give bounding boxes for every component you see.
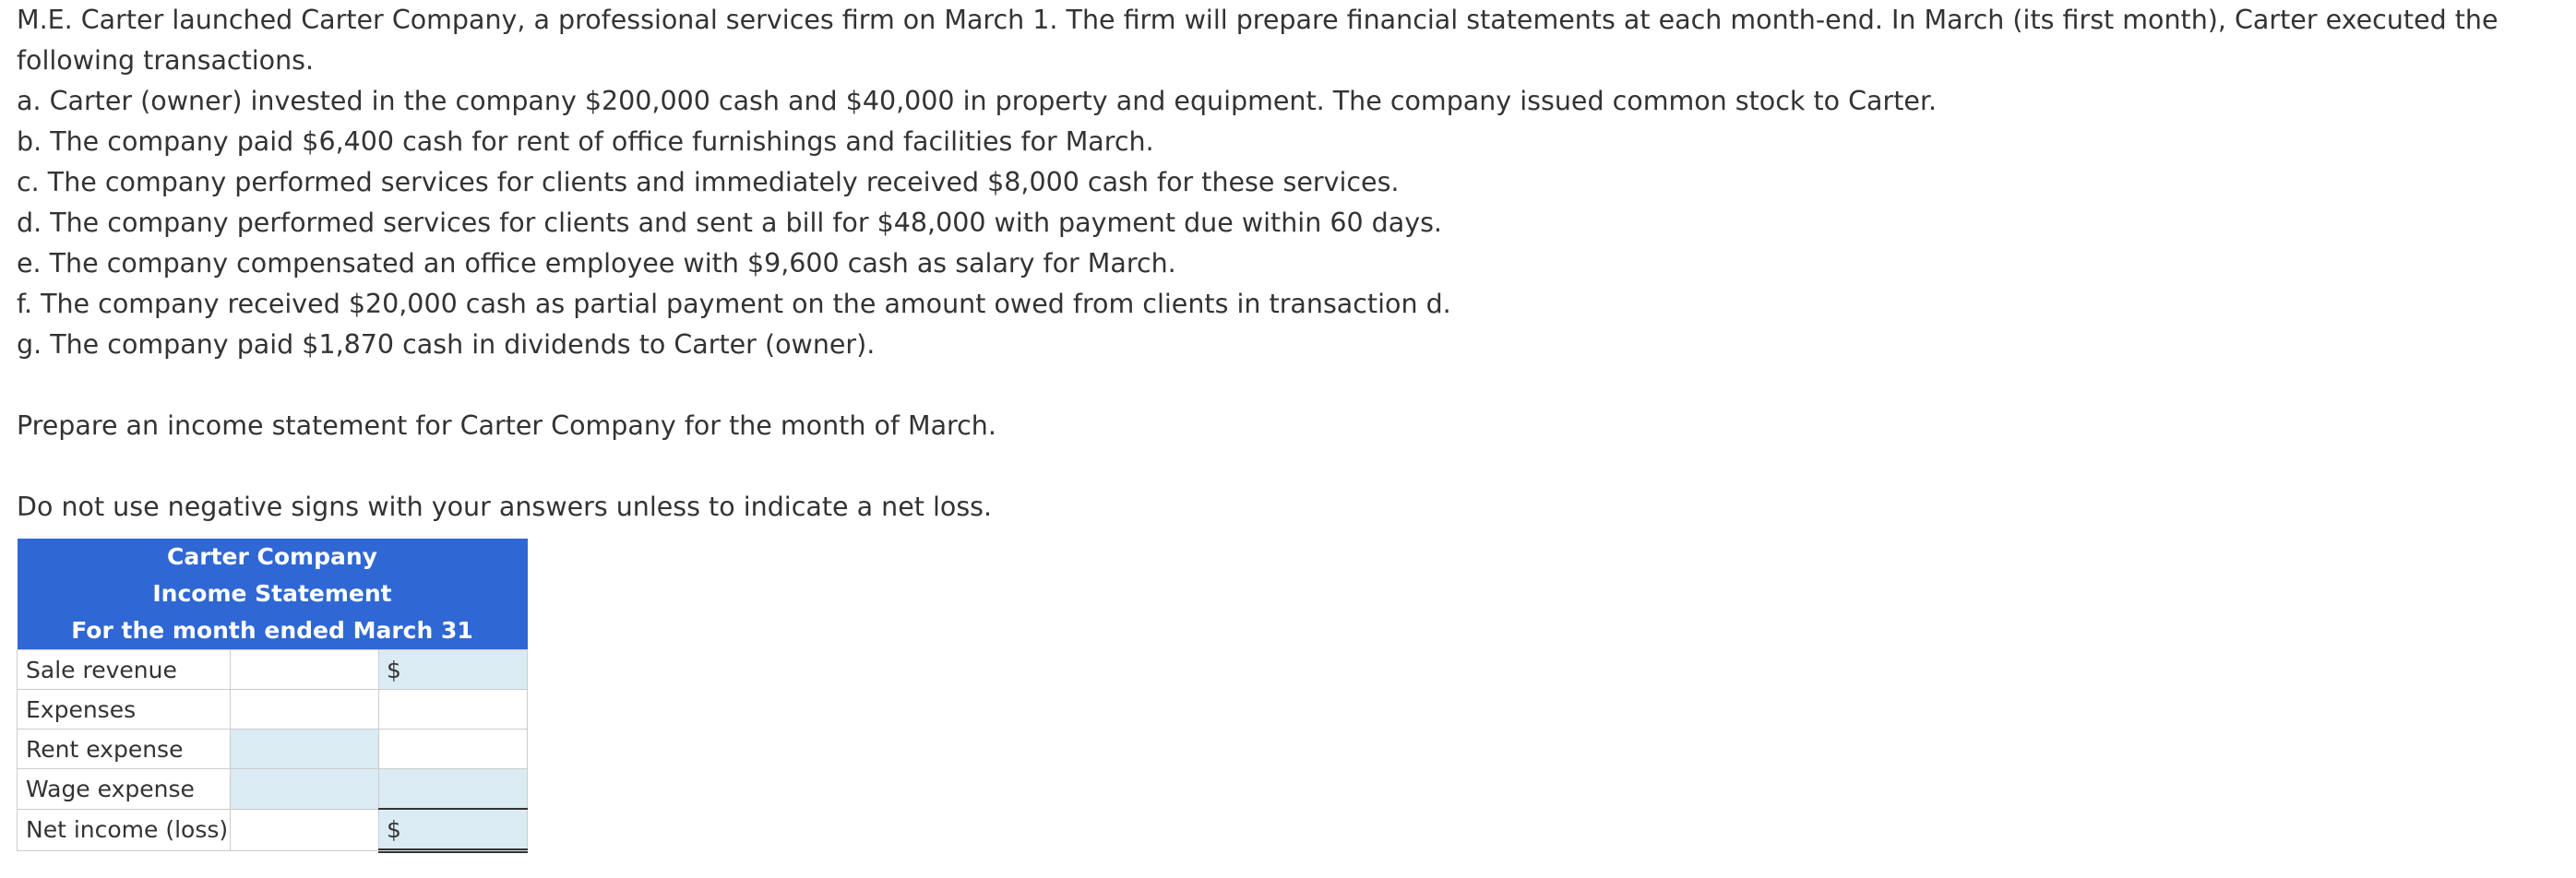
- note-text: Do not use negative signs with your answers unless to indicate a net loss.: [17, 492, 993, 522]
- transaction-b: b. The company paid $6,400 cash for rent of office furnishings and facilities for March.: [17, 126, 1154, 157]
- wage-expense-input[interactable]: [230, 769, 378, 810]
- expenses-amount-cell: [378, 690, 527, 730]
- table-row: [18, 650, 528, 690]
- transaction-g: g. The company paid $1,870 cash in dividends to Carter (owner).: [17, 329, 876, 360]
- row-label-wage-expense: Wage expense: [18, 769, 231, 810]
- transaction-d: d. The company performed services for clients and sent a bill for $48,000 with payment due within 60 days.: [17, 208, 1442, 238]
- statement-period: For the month ended March 31: [18, 612, 528, 650]
- rent-expense-amount-cell: [378, 730, 527, 769]
- dollar-sign: $: [386, 815, 401, 843]
- dollar-sign: $: [386, 656, 401, 683]
- statement-title: Income Statement: [18, 575, 528, 612]
- table-row: [18, 690, 528, 730]
- transaction-a: a. Carter (owner) invested in the company $200,000 cash and $40,000 in property and equipment. The company issued common stock to Carter.: [17, 86, 1938, 116]
- statement-company: Carter Company: [18, 539, 528, 575]
- table-row: [18, 769, 528, 810]
- income-statement-table: [17, 539, 528, 853]
- problem-intro: M.E. Carter launched Carter Company, a professional services firm on March 1. The firm will prepare financial statements at each month-end. In March (its first month), Carter executed the following transactions.: [17, 5, 2498, 76]
- transaction-c: c. The company performed services for clients and immediately received $8,000 cash for these services.: [17, 167, 1400, 197]
- table-row: [18, 809, 528, 851]
- expenses-mid-cell: [230, 690, 378, 730]
- row-label-expenses: Expenses: [18, 690, 231, 730]
- net-income-amount-input[interactable]: [378, 809, 527, 851]
- instruction-text: Prepare an income statement for Carter Company for the month of March.: [17, 410, 996, 441]
- sale-revenue-amount-input[interactable]: [378, 650, 527, 690]
- total-expenses-input[interactable]: [378, 769, 527, 810]
- sale-revenue-mid-input[interactable]: [230, 650, 378, 690]
- transaction-f: f. The company received $20,000 cash as partial payment on the amount owed from clients in transaction d.: [17, 289, 1451, 319]
- row-label-net-income: Net income (loss): [18, 809, 231, 851]
- transaction-e: e. The company compensated an office employee with $9,600 cash as salary for March.: [17, 248, 1176, 279]
- table-row: [18, 730, 528, 769]
- net-income-mid-cell: [230, 809, 378, 851]
- row-label-rent-expense: Rent expense: [18, 730, 231, 769]
- rent-expense-input[interactable]: [230, 730, 378, 769]
- row-label-sale-revenue: Sale revenue: [18, 650, 231, 690]
